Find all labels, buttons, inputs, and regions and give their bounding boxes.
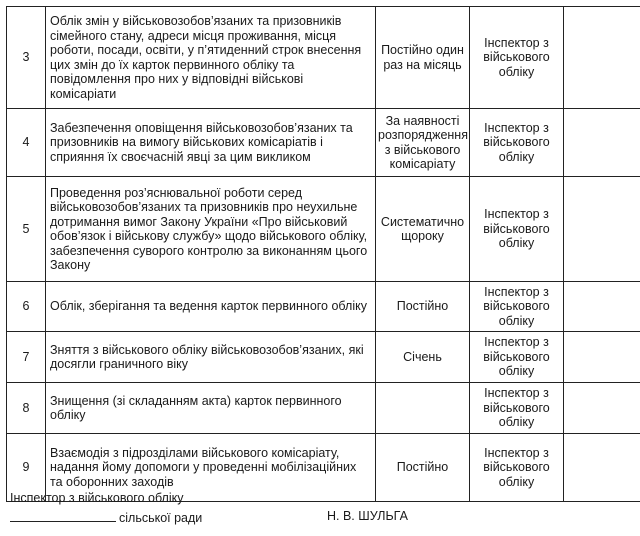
footer-council: сільської ради <box>119 511 203 525</box>
row-term: Постійно один раз на місяць <box>376 7 470 109</box>
footer-council-line <box>10 509 202 526</box>
row-term: Постійно <box>376 282 470 332</box>
footer-position: Інспектор з військового обліку <box>10 491 184 505</box>
row-number: 6 <box>7 282 46 332</box>
row-description: Забезпечення оповіщення військовозобов’язаних та призовників на вимогу військових комісаріатів і сприяння їх своєчасній явці за цим викликом <box>46 109 376 177</box>
plan-table <box>6 6 640 502</box>
row-notes <box>564 109 640 177</box>
table-row <box>7 7 640 109</box>
row-notes <box>564 177 640 282</box>
row-responsible: Інспектор з військового обліку <box>470 383 564 434</box>
row-responsible: Інспектор з військового обліку <box>470 332 564 383</box>
row-responsible: Інспектор з військового обліку <box>470 7 564 109</box>
table-row <box>7 332 640 383</box>
row-number: 3 <box>7 7 46 109</box>
row-notes <box>564 383 640 434</box>
signature-blank-line <box>10 509 116 522</box>
row-responsible: Інспектор з військового обліку <box>470 434 564 502</box>
row-responsible: Інспектор з військового обліку <box>470 177 564 282</box>
row-number: 7 <box>7 332 46 383</box>
row-description: Облік змін у військовозобов’язаних та призовників сімейного стану, адреси місця проживання, місця роботи, посади, освіти, у п’ятиденний строк внесення цих змін до їх карток первинного обліку та повідомлення про них у відповідні військові комісаріати <box>46 7 376 109</box>
table-row <box>7 109 640 177</box>
row-notes <box>564 7 640 109</box>
row-number: 8 <box>7 383 46 434</box>
row-notes <box>564 434 640 502</box>
row-number: 4 <box>7 109 46 177</box>
row-number: 5 <box>7 177 46 282</box>
row-term: Січень <box>376 332 470 383</box>
row-description: Взаємодія з підрозділами військового комісаріату, надання йому допомоги у проведенні мобілізаційних та оборонних заходів <box>46 434 376 502</box>
table-row <box>7 282 640 332</box>
table-row <box>7 383 640 434</box>
row-description: Проведення роз’яснювальної роботи серед військовозобов’язаних та призовників про неухильне дотримання вимог Закону України «Про військовий обов’язок і військову службу» щодо військового обліку, забезпечення суворого контролю за виконанням цього Закону <box>46 177 376 282</box>
row-term: Постійно <box>376 434 470 502</box>
row-description: Зняття з військового обліку військовозобов’язаних, які досягли граничного віку <box>46 332 376 383</box>
row-responsible: Інспектор з військового обліку <box>470 282 564 332</box>
signer-name: Н. В. ШУЛЬГА <box>327 509 408 523</box>
row-notes <box>564 282 640 332</box>
row-term <box>376 383 470 434</box>
row-description: Облік, зберігання та ведення карток первинного обліку <box>46 282 376 332</box>
row-notes <box>564 332 640 383</box>
row-number: 9 <box>7 434 46 502</box>
row-description: Знищення (зі складанням акта) карток первинного обліку <box>46 383 376 434</box>
row-responsible: Інспектор з військового обліку <box>470 109 564 177</box>
row-term: За наявності розпорядження з військового комісаріату <box>376 109 470 177</box>
table-row <box>7 177 640 282</box>
row-term: Систематично щороку <box>376 177 470 282</box>
